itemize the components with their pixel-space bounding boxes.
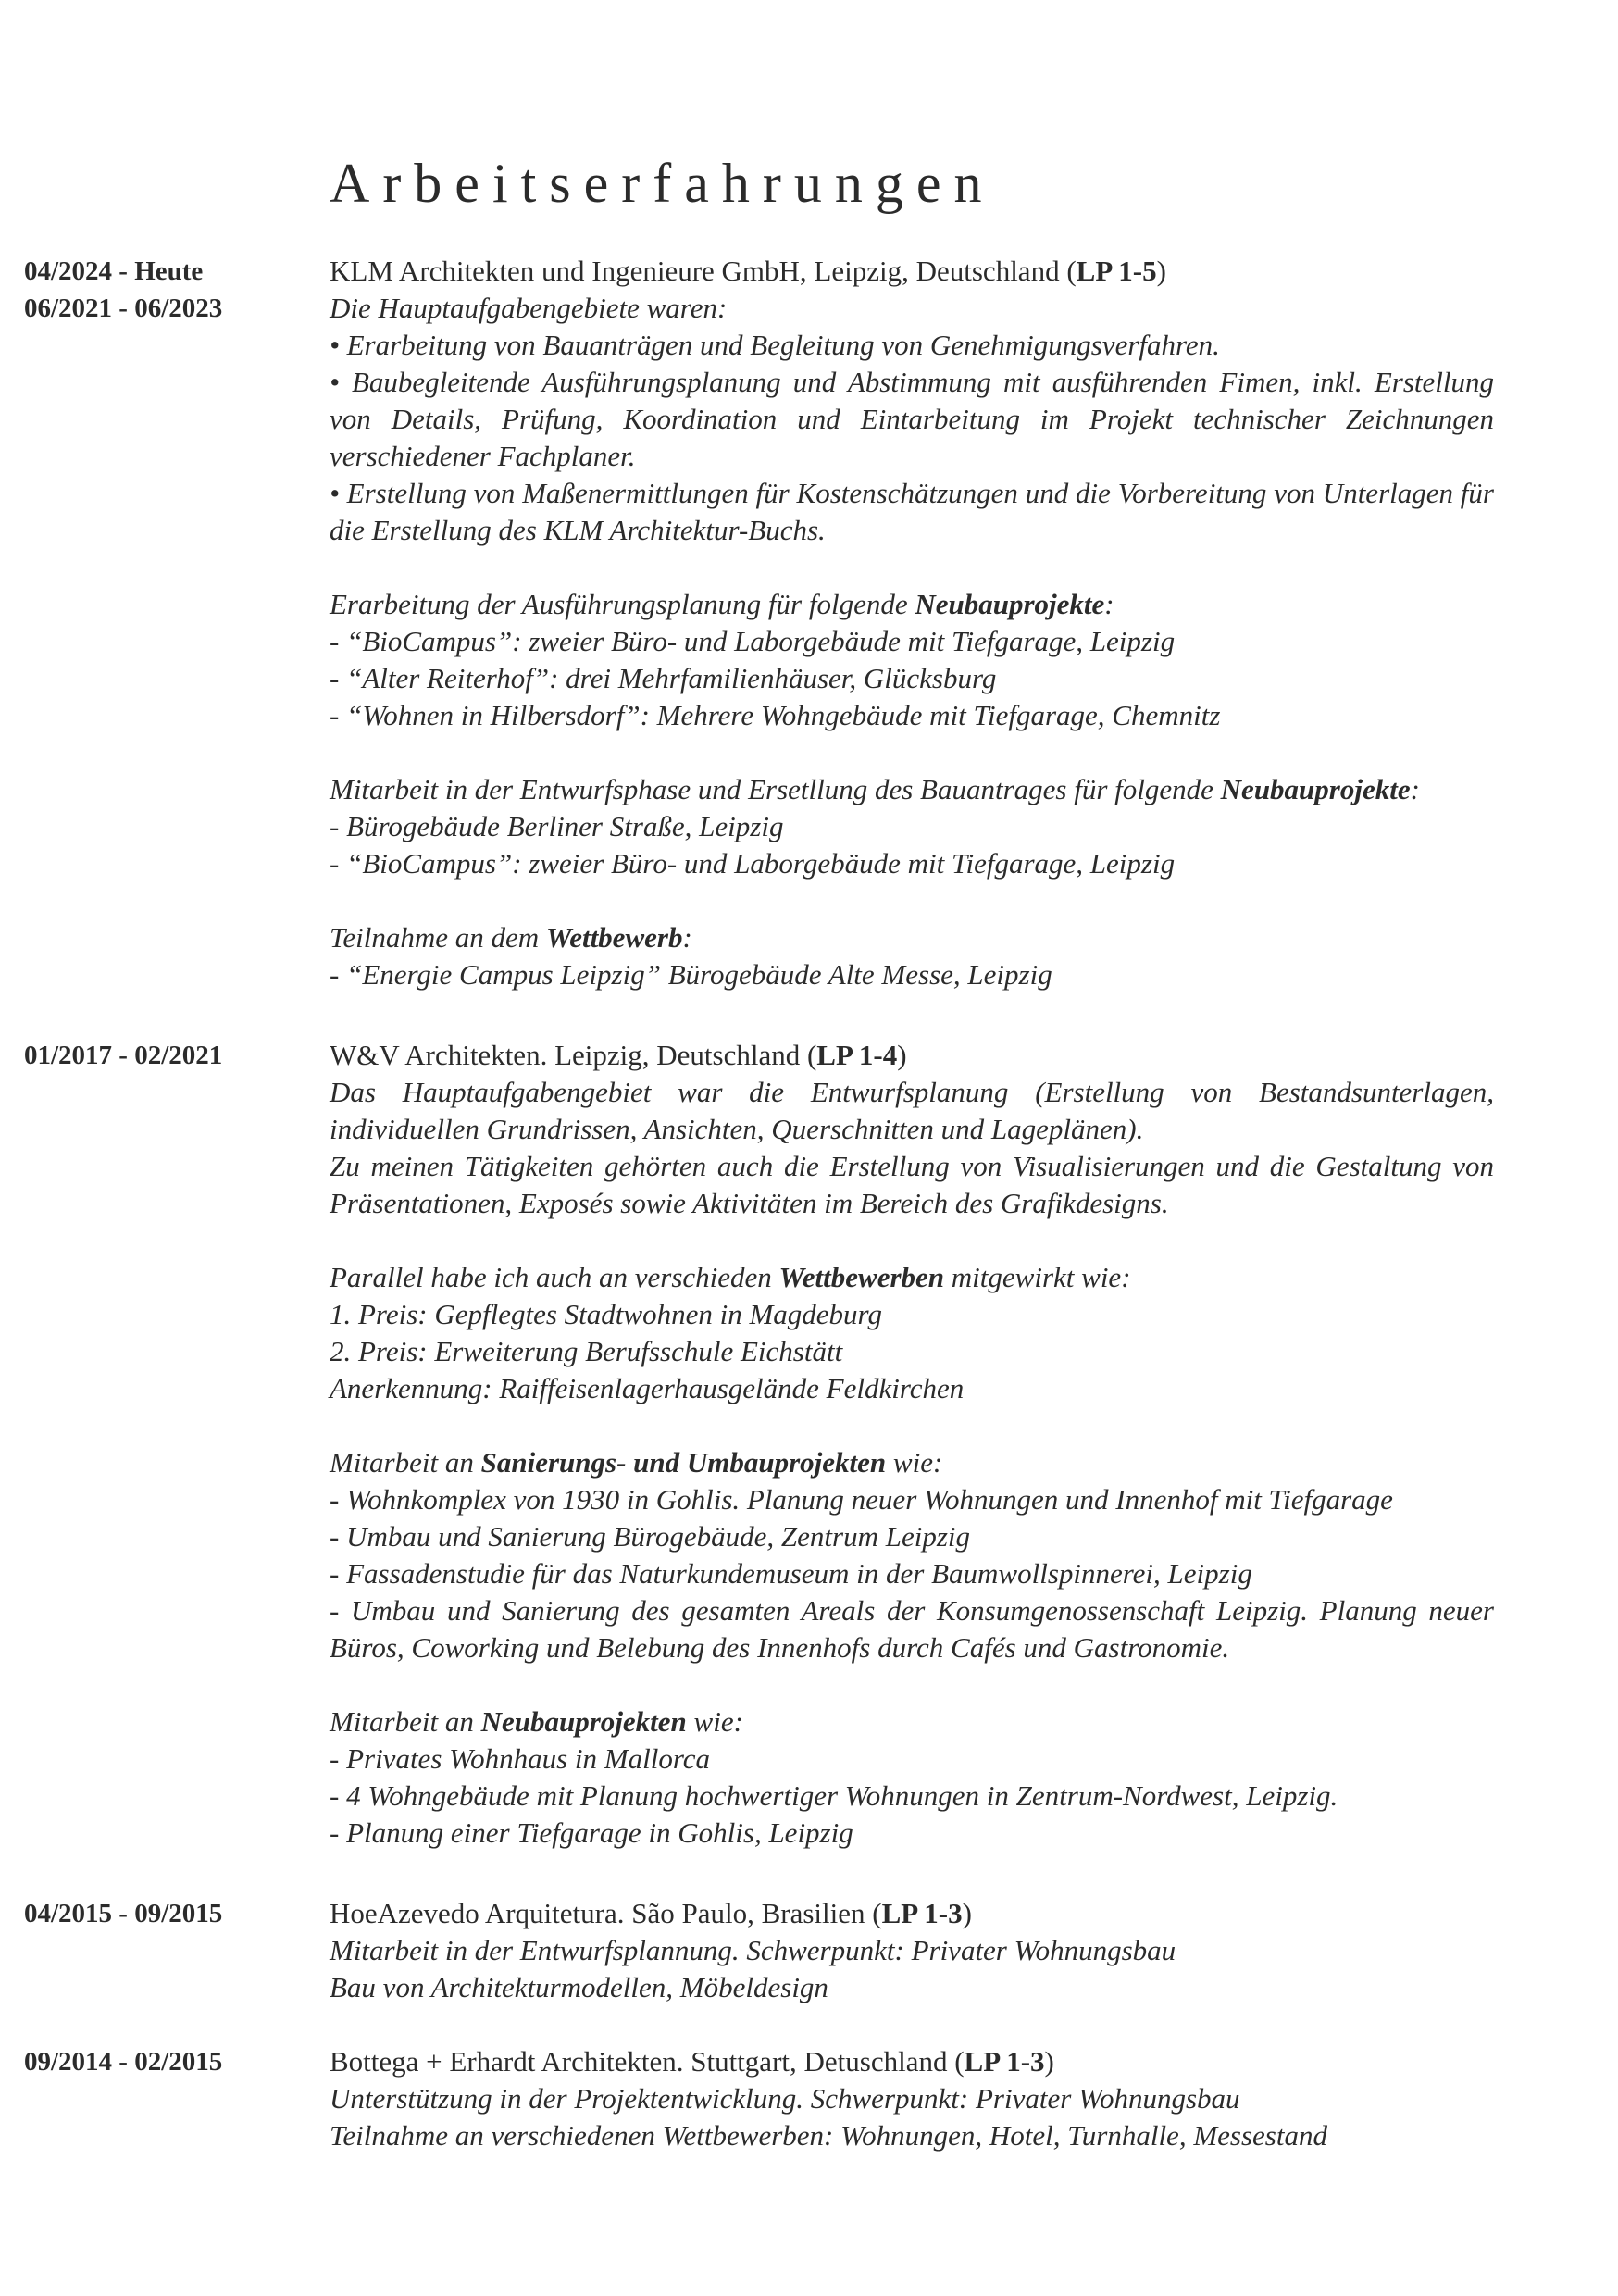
subsection-heading: Parallel habe ich auch an verschieden Wettbewerben mitgewirkt wie:	[330, 1261, 1131, 1293]
entry-employer-line: KLM Architekten und Ingenieure GmbH, Leipzig, Deutschland (LP 1-5)	[330, 255, 1166, 287]
section-heading: Arbeitserfahrungen	[330, 153, 995, 214]
entry-date: 09/2014 - 02/2015	[24, 2047, 223, 2077]
text-paragraph: Zu meinen Tätigkeiten gehörten auch die Erstellung von Visualisierungen und die Gestaltung von Präsentationen, Exposés sowie Aktivitäten im Bereich des Grafikdesigns.	[330, 1150, 1494, 1219]
employer-name: KLM Architekten und Ingenieure GmbH, Leipzig, Deutschland	[330, 255, 1060, 287]
text-paragraph: Das Hauptaufgabengebiet war die Entwurfsplanung (Erstellung von Bestandsunterlagen, individuellen Grundrissen, Ansichten, Querschnitten und Lageplänen).	[330, 1076, 1494, 1145]
text-line: Die Hauptaufgabengebiete waren:	[330, 292, 728, 324]
employer-name: Bottega + Erhardt Architekten. Stuttgart, Detuschland	[330, 2045, 948, 2078]
subsection-heading: Erarbeitung der Ausführungsplanung für folgende Neubauprojekte:	[330, 588, 1114, 620]
employer-name: W&V Architekten. Leipzig, Deutschland	[330, 1039, 801, 1071]
text-line: Mitarbeit in der Entwurfsplannung. Schwerpunkt: Privater Wohnungsbau	[330, 1934, 1176, 1966]
list-item: - “Alter Reiterhof”: drei Mehrfamilienhäuser, Glücksburg	[330, 662, 997, 694]
bullet-item: • Erarbeitung von Bauanträgen und Begleitung von Genehmigungsverfahren.	[330, 329, 1220, 361]
entry-date: 06/2021 - 06/2023	[24, 293, 223, 323]
list-item: - Fassadenstudie für das Naturkundemuseum in der Baumwollspinnerei, Leipzig	[330, 1557, 1252, 1590]
subsection-heading: Mitarbeit an Sanierungs- und Umbauprojekten wie:	[330, 1446, 943, 1479]
bullet-item: • Baubegleitende Ausführungsplanung und Abstimmung mit ausführenden Fimen, inkl. Erstellung von Details, Prüfung, Koordination und Eintarbeitung im Projekt technischer Zeichnungen verschiedener Fachplaner.	[330, 366, 1494, 472]
bold-keyword: Neubauprojekte	[915, 588, 1105, 620]
phase-label: LP 1-3	[964, 2045, 1045, 2078]
text-line: Teilnahme an verschiedenen Wettbewerben: Wohnungen, Hotel, Turnhalle, Messestand	[330, 2119, 1327, 2152]
phase-label: LP 1-5	[1076, 255, 1157, 287]
text-line: Bau von Architekturmodellen, Möbeldesign	[330, 1971, 828, 2003]
list-item: Anerkennung: Raiffeisenlagerhausgelände Feldkirchen	[330, 1372, 965, 1404]
bold-keyword: Sanierungs- und Umbauprojekten	[480, 1446, 887, 1479]
list-item: - 4 Wohngebäude mit Planung hochwertiger Wohnungen in Zentrum-Nordwest, Leipzig.	[330, 1779, 1338, 1812]
list-item: - Privates Wohnhaus in Mallorca	[330, 1742, 711, 1775]
entry-date: 04/2015 - 09/2015	[24, 1899, 223, 1928]
subsection-heading: Teilnahme an dem Wettbewerb:	[330, 921, 692, 954]
list-item: - Bürogebäude Berliner Straße, Leipzig	[330, 810, 784, 842]
employer-name: HoeAzevedo Arquitetura. São Paulo, Brasilien	[330, 1897, 865, 1929]
phase-label: LP 1-4	[816, 1039, 898, 1071]
entry-employer-line: HoeAzevedo Arquitetura. São Paulo, Brasilien (LP 1-3)	[330, 1897, 972, 1929]
subsection-heading: Mitarbeit in der Entwurfsphase und Ersetllung des Bauantrages für folgende Neubauprojekte:	[330, 773, 1420, 805]
entry-employer-line: Bottega + Erhardt Architekten. Stuttgart, Detuschland (LP 1-3)	[330, 2045, 1054, 2078]
list-item: 1. Preis: Gepflegtes Stadtwohnen in Magdeburg	[330, 1298, 882, 1330]
subsection-heading: Mitarbeit an Neubauprojekten wie:	[330, 1705, 743, 1738]
bold-keyword: Wettbewerben	[778, 1261, 945, 1293]
bold-keyword: Wettbewerb	[545, 921, 683, 954]
entry-employer-line: W&V Architekten. Leipzig, Deutschland (LP 1-4)	[330, 1039, 907, 1071]
list-item: - “BioCampus”: zweier Büro- und Laborgebäude mit Tiefgarage, Leipzig	[330, 847, 1176, 880]
text-line: Unterstützung in der Projektentwicklung. Schwerpunkt: Privater Wohnungsbau	[330, 2082, 1240, 2115]
list-item: - “BioCampus”: zweier Büro- und Laborgebäude mit Tiefgarage, Leipzig	[330, 625, 1176, 657]
list-item: - “Energie Campus Leipzig” Bürogebäude Alte Messe, Leipzig	[330, 958, 1052, 991]
bold-keyword: Neubauprojekte	[1220, 773, 1411, 805]
bold-keyword: Neubauprojekten	[480, 1705, 687, 1738]
phase-label: LP 1-3	[881, 1897, 963, 1929]
list-item: - Umbau und Sanierung Bürogebäude, Zentrum Leipzig	[330, 1520, 971, 1553]
list-item: - Wohnkomplex von 1930 in Gohlis. Planung neuer Wohnungen und Innenhof mit Tiefgarage	[330, 1483, 1393, 1516]
list-item: - “Wohnen in Hilbersdorf”: Mehrere Wohngebäude mit Tiefgarage, Chemnitz	[330, 699, 1221, 731]
list-item: - Umbau und Sanierung des gesamten Areals der Konsumgenossenschaft Leipzig. Planung neuer Büros, Coworking und Belebung des Innenhofs durch Cafés und Gastronomie.	[330, 1594, 1494, 1664]
list-item: - Planung einer Tiefgarage in Gohlis, Leipzig	[330, 1816, 853, 1849]
list-item: 2. Preis: Erweiterung Berufsschule Eichstätt	[330, 1335, 843, 1367]
bullet-item: • Erstellung von Maßenermittlungen für Kostenschätzungen und die Vorbereitung von Unterlagen für die Erstellung des KLM Architektur-Buchs.	[330, 477, 1494, 546]
entry-date: 04/2024 - Heute	[24, 256, 204, 286]
entry-date: 01/2017 - 02/2021	[24, 1041, 223, 1070]
